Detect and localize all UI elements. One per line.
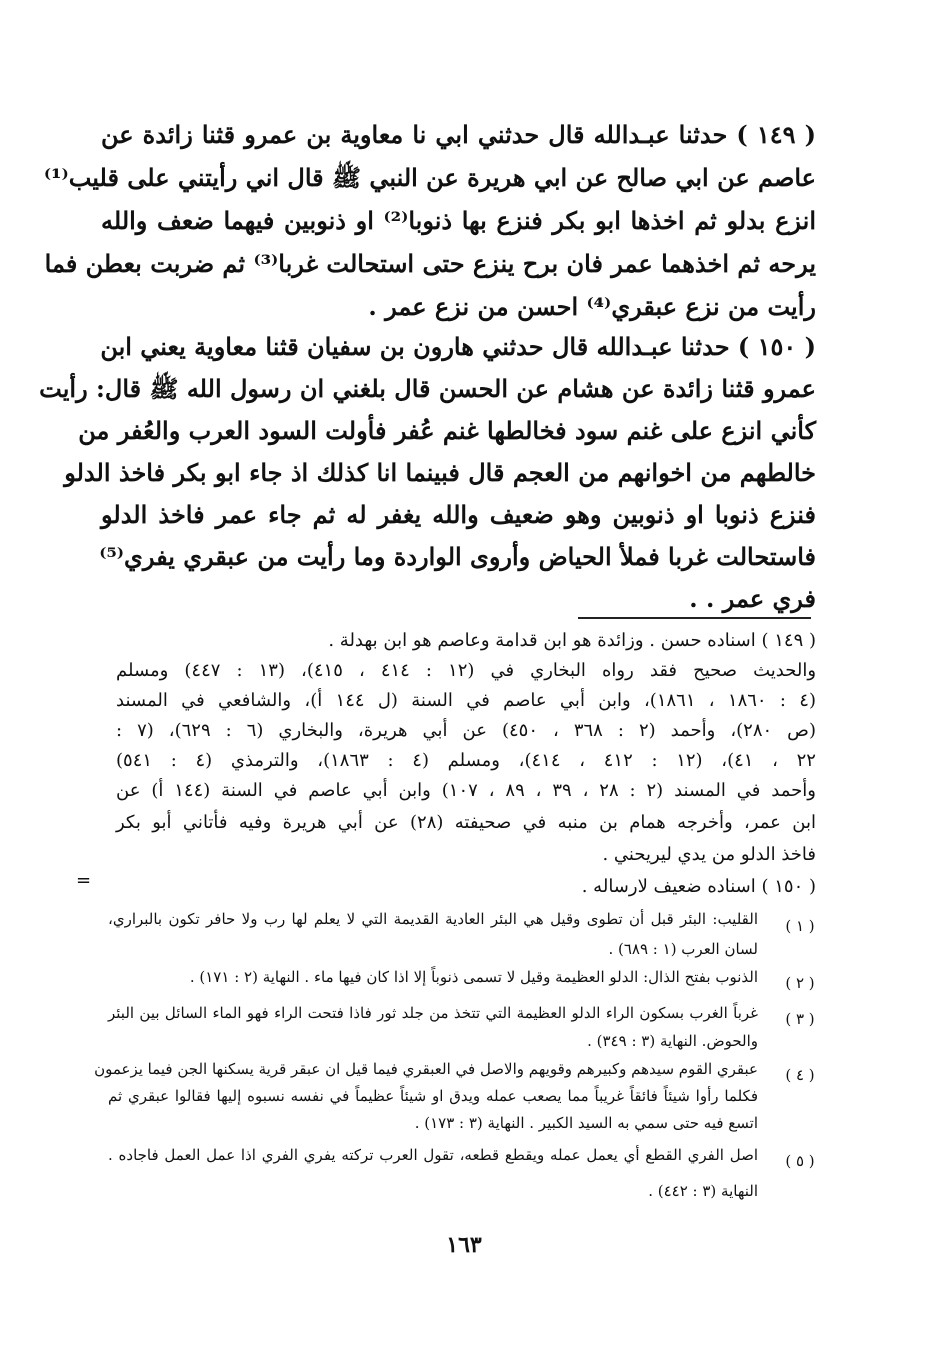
note-149-line: ابن عمر، وأخرجه همام بن منبه في صحيفته (٢٨) عن أبي هريرة وفيه فأتاني أبو بكر [116,812,817,833]
gloss-line: اصل الفري القطع أي يعمل عمله ويقطع قطعه، تقول العرب تركته يفري الفري اذا عمل العمل فاجاده . [108,1146,758,1164]
note-149-line: وأحمد في المسند (٢ : ٢٨ ، ٣٩ ، ٨٩ ، ١٠٧) وابن أبي عاصم في السنة (١٤٤ أ) عن [116,780,816,801]
note-149-line: (ص ٢٨٠)، وأحمد (٢ : ٣٦٨ ، ٤٥٠) عن أبي هريرة، والبخاري (٦ : ٦٢٩)، (٧ : [116,720,816,741]
gloss-line: الذنوب بفتح الذال: الدلو العظيمة وقيل لا تسمى ذنوباً إلا اذا كان فيها ماء . النهاية (٢ : ١٧١) . [189,968,758,986]
note-150: ( ١٥٠ ) اسناده ضعيف لارساله . [581,876,816,897]
gloss-number: ( ٥ ) [785,1152,815,1170]
hadith-150-line: فري عمر . . [689,584,816,613]
gloss-number: ( ٣ ) [785,1010,815,1028]
note-149-line: فاخذ الدلو من يدي ليريحني . [602,844,816,865]
note-149-line: والحديث صحيح فقد رواه البخاري في (١٢ : ٤١٤ ، ٤١٥)، (١٣ : ٤٤٧) ومسلم [116,660,817,681]
gloss-line: النهاية (٣ : ٤٤٢) . [648,1182,758,1200]
hadith-149-line: يرحه ثم اخذهما عمر فان برح ينزع حتى استحالت غربا⁽³⁾ ثم ضربت بعطن فما [44,249,816,278]
hadith-150-line: خالطهم من اخوانهم من العجم قال فبينما انا كذلك اذ جاء ابو بكر فاخذ الدلو [64,458,816,487]
hadith-149-line: انزع بدلو ثم اخذها ابو بكر فنزع بها ذنوبا⁽²⁾ او ذنوبين فيهما ضعف والله [101,206,817,235]
note-149-line: (٤ : ١٨٦٠ ، ١٨٦١)، وابن أبي عاصم في السنة (ل ١٤٤ أ)، والشافعي في المسند [116,690,816,711]
hadith-149-line: عاصم عن ابي صالح عن ابي هريرة عن النبي ﷺ قال اني رأيتني على قليب⁽¹⁾ [43,163,816,192]
gloss-line: لسان العرب (١ : ٦٨٩) . [608,940,758,958]
gloss-line: والحوض. النهاية (٣ : ٣٤٩) . [587,1032,758,1050]
gloss-line: فكلما رأوا شيئاً فائقاً غريباً مما يصعب عمله ويدق او شيئاً عظيماً في نفسه نسبوه إليها فقالوا عبقري ثم [108,1087,758,1105]
gloss-number: ( ٢ ) [785,974,815,992]
gloss-number: ( ٤ ) [785,1066,815,1084]
hadith-150-line: عمرو قثنا زائدة عن هشام عن الحسن قال بلغني ان رسول الله ﷺ قال: رأيت [39,374,816,403]
hadith-150-line: ( ١٥٠ ) حدثنا عبـدالله قال حدثني هارون بن سفيان قثنا معاوية يعني ابن [100,332,816,361]
gloss-line: اتسع فيه حتى سمي به السيد الكبير . النهاية (٣ : ١٧٣) . [414,1114,758,1132]
hadith-150-line: كأني انزع على غنم سود فخالطها غنم عُفر فأولت السود العرب والعُفر من [78,416,816,445]
gloss-line: غرباً الغرب بسكون الراء الدلو العظيمة التي تتخذ من جلد ثور فاذا فتحت الراء فهو الماء السائل بين البئر [108,1004,758,1022]
gloss-line: عبقري القوم سيدهم وكبيرهم وقويهم والاصل في العبقري فيما قيل ان عبقر قرية يسكنها الجن فيما يزعمون [94,1060,758,1078]
note-149-line: ٢٢ ، ٤١)، (١٢ : ٤١٢ ، ٤١٤)، ومسلم (٤ : ١٨٦٣)، والترمذي (٤ : ٥٤١) [116,750,816,771]
footnote-divider [578,617,811,619]
gloss-line: القليب: البئر قبل أن تطوى وقيل هي البئر العادية القديمة التي لا يعلم لها رب ولا حافر تكون بالبراري، [108,910,758,928]
hadith-150-line: فنزع ذنوبا او ذنوبين وهو ضعيف والله يغفر له ثم جاء عمر فاخذ الدلو [101,500,816,529]
page-number: ١٦٣ [446,1232,482,1258]
note-149-line: ( ١٤٩ ) اسناده حسن . وزائدة هو ابن قدامة وعاصم هو ابن بهدلة . [328,630,816,651]
gloss-number: ( ١ ) [785,917,815,935]
continuation-mark: = [76,870,92,891]
hadith-150-line: فاستحالت غربا فملأ الحياض وأروى الواردة وما رأيت من عبقري يفري⁽⁵⁾ [99,542,816,571]
hadith-149-line: رأيت من نزع عبقري⁽⁴⁾ احسن من نزع عمر . [368,292,816,321]
hadith-149-line: ( ١٤٩ ) حدثنا عبـدالله قال حدثني ابي نا معاوية بن عمرو قثنا زائدة عن [101,120,816,149]
